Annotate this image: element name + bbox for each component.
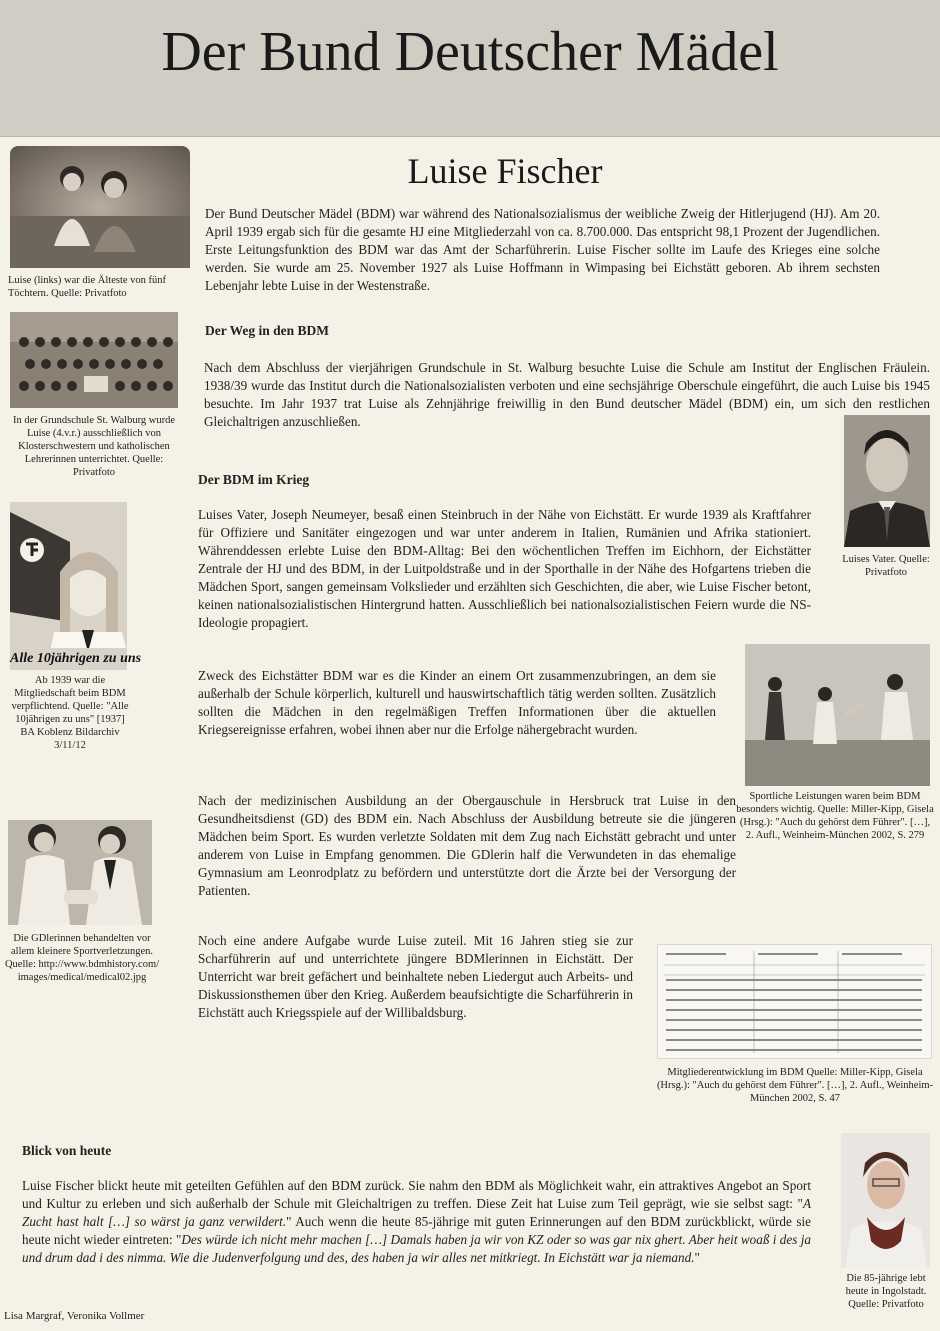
caption-sport: Sportliche Leistungen waren beim BDM besonders wichtig. Quelle: Miller-Kipp, Gisela (Hrsg.): "Auch du gehörst dem Führer". […], 2. Aufl., Weinheim-München 2002, S. 279: [736, 791, 934, 841]
heading-bdm-im-krieg: Der BDM im Krieg: [198, 472, 310, 487]
krieg-paragraph-2: Zweck des Eichstätter BDM war es die Kinder an einem Ort zusammenzubringen, an dem sie außerhalb der Schule körperlich, kulturell und hauswirtschaftlich tätig werden sollten. Zusätzlich sollten die Mädchen in den regelmäßigen Treffen Informationen über die aktuellen Kriegsereignisse erfahren, wobei ihnen aber nur die Erfolge nähergebracht wurden.: [198, 668, 716, 737]
image-membership-table: [657, 944, 932, 1059]
photo-bdm-poster: [10, 502, 142, 670]
caption-membership-table: Mitgliederentwicklung im BDM Quelle: Miller-Kipp, Gisela (Hrsg.): "Auch du gehörst dem Führer". […], 2. Aufl., Weinheim-München 2002, S. 47: [656, 1067, 934, 1104]
photo-father: [844, 415, 930, 547]
caption-luise-today: Die 85-jährige lebt heute in Ingolstadt. Quelle: Privatfoto: [845, 1273, 927, 1310]
photo-luise-today: [841, 1133, 930, 1268]
page-title: Der Bund Deutscher Mädel: [161, 21, 779, 83]
authors: Lisa Margraf, Veronika Vollmer: [4, 1310, 145, 1322]
caption-medical-care: Die GDlerinnen behandelten vor allem kleinere Sportverletzungen. Quelle: http://www.bdmhistory.com/ images/medical/medical02.jpg: [4, 933, 160, 983]
heute-text-b: " Auch wenn die heute 85-jährige mit guten Erinnerungen auf den BDM zurückblickt, würde sie heute nicht wieder eintreten: ": [22, 1214, 811, 1247]
caption-school-class: In der Grundschule St. Walburg wurde Luise (4.v.r.) ausschließlich von Klosterschwestern und katholischen Lehrerinnen unterrichtet. Quelle: Privatfoto: [12, 415, 176, 478]
caption-father: Luises Vater. Quelle: Privatfoto: [842, 554, 930, 578]
weg-paragraph: Nach dem Abschluss der vierjährigen Grundschule in St. Walburg besuchte Luise die Schule am Institut der Englischen Fräulein. 1938/39 wurde das Institut durch die Nationalsozialisten verboten und eine sechsjährige Oberschule eingeführt, die auch Luise bis 1945 besuchte. Im Jahr 1937 trat Luise als Zehnjährige freiwillig in den Bund deutscher Mädel (BDM) ein, um sich den restlichen Gleichaltrigen anzuschließen.: [204, 360, 930, 429]
heute-text-c: ": [694, 1250, 700, 1265]
poster-slogan: Alle 10jährigen zu uns: [10, 648, 127, 670]
photo-sisters: [10, 146, 190, 268]
quote-nicht-mehr: Des würde ich nicht mehr machen […] Damals haben ja wir von KZ oder so was gar nix ghert. Aber heit woaß i des ja und drum dad i des nimma. Wie die Judenverfolgung und des, des haben ja wir alles net mitkriegt. In Eichstätt war ja niemand.: [22, 1232, 811, 1265]
caption-sisters: Luise (links) war die Älteste von fünf Töchtern. Quelle: Privatfoto: [8, 275, 167, 299]
caption-bdm-poster: Ab 1939 war die Mitgliedschaft beim BDM verpflichtend. Quelle: "Alle 10jährigen zu uns" [1937] BA Koblenz Bildarchiv 3/11/12: [11, 675, 129, 751]
heading-blick-von-heute: Blick von heute: [22, 1143, 112, 1158]
krieg-paragraph-1: Luises Vater, Joseph Neumeyer, besaß einen Steinbruch in der Nähe von Eichstätt. Er wurde 1939 als Kraftfahrer für Offiziere und Sanitäter eingezogen und war unter anderem in Italien, Rumänien und Afrika stationiert. Währenddessen erlebte Luise den BDM-Alltag: Bei den wöchentlichen Treffen im Eichhorn, der Eichstätter Zentrale der HJ und des BDM, in der Luitpoldstraße und in der Sporthalle in der Nähe des Hofgartens trieben die Mädchen Sport, sangen gemeinsam Volkslieder und erzählten sich Geschichten, die aber, wie Luise Fischer betont, keinen nationalsozialistischen Hintergrund hatten. Ausschließlich bei nationalsozialistischen Feiern wurde die NS-Ideologie propagiert.: [198, 507, 811, 630]
heute-text-a: Luise Fischer blickt heute mit geteilten Gefühlen auf den BDM zurück. Sie nahm den BDM als Möglichkeit wahr, ein attraktives Angebot an Sport und Kultur zu erleben und sich außerhalb der Schule mit Gleichaltrigen zu treffen. Diese Zeit hat Luise zum Teil geprägt, wie sie selbst sagt: ": [22, 1178, 811, 1211]
photo-sport: [745, 644, 930, 786]
subtitle: Luise Fischer: [407, 151, 603, 191]
photo-school-class: [10, 312, 178, 408]
heute-paragraph: [22, 1177, 811, 1267]
krieg-paragraph-4: Noch eine andere Aufgabe wurde Luise zuteil. Mit 16 Jahren stieg sie zur Scharführerin auf und unterrichtete jüngere BDMlerinnen in Eichstätt. Der Unterricht war breit gefächert und beinhaltete neben Liedergut auch Arbeits- und Diskussionsthemen über den Krieg. Außerdem beaufsichtigte die Scharführerin in Eichstätt auch Kriegsspiele auf der Willibaldsburg.: [198, 933, 633, 1020]
photo-medical-care: [8, 820, 152, 925]
heading-weg-in-den-bdm: Der Weg in den BDM: [205, 323, 330, 338]
intro-paragraph: Der Bund Deutscher Mädel (BDM) war während des Nationalsozialismus der weibliche Zweig der Hitlerjugend (HJ). Am 20. April 1939 ergab sich für die gesamte HJ eine Mitgliederzahl von ca. 8.700.000. Das entspricht 98,1 Prozent der Jugendlichen. Erste Leitungsfunktion des BDM war das Amt der Scharführerin. Luise Fischer sollte im Laufe des Krieges eine solche werden. Sie wurde am 25. November 1927 als Luise Hoffmann in Wimpasing bei Eichstätt geboren. Ab ihrem sechsten Lebenjahr lebte Luise in der Westenstraße.: [205, 206, 880, 293]
krieg-paragraph-3: Nach der medizinischen Ausbildung an der Obergauschule in Hersbruck trat Luise in den Gesundheitsdienst (GD) des BDM ein. Nach Abschluss der Ausbildung betreute sie die jüngeren Mädchen beim Sport. Es wurden verletzte Soldaten mit dem Zug nach Eichstätt gebracht und unter anderem von Luise in Empfang genommen. Die GDlerin half die Verwundeten in das ehemalige Gymnasium am Leonrodplatz zu befördern und unterstützte dort die Ärzte bei der Versorgung der Patienten.: [198, 793, 736, 898]
quote-zucht: A Zucht hast halt […] so wärst ja ganz verwildert.: [22, 1196, 811, 1229]
